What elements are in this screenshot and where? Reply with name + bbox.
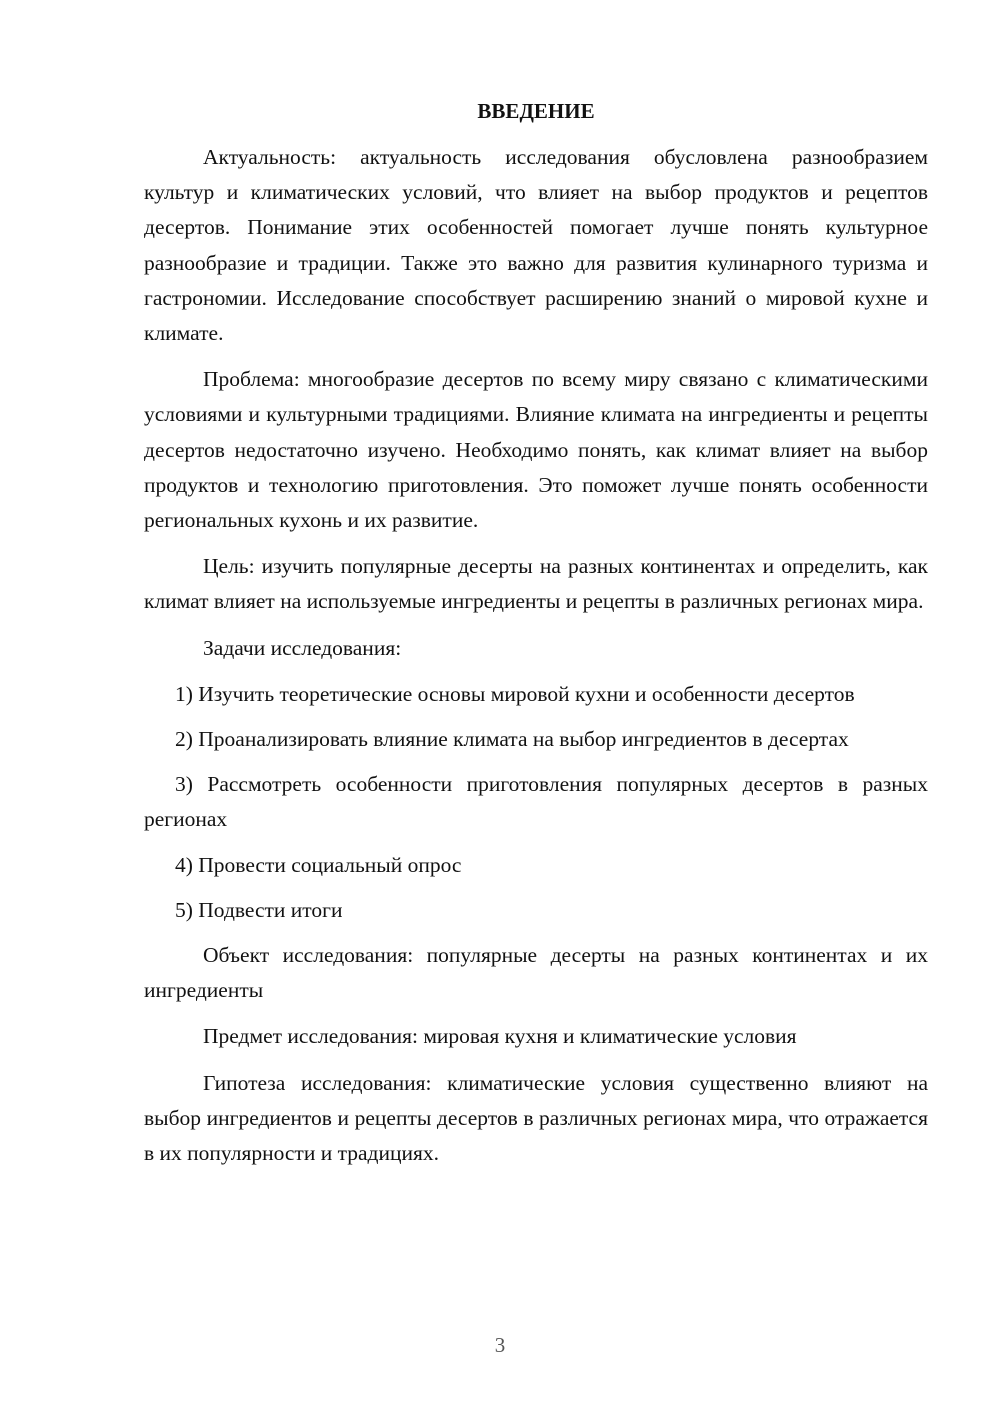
paragraph-hypothesis: Гипотеза исследования: климатические условия существенно влияют на выбор ингредиентов и рецепты десертов в различных регионах мира, что отражается в их популярности и традициях. — [144, 1070, 928, 1166]
task-item-2: 2) Проанализировать влияние климата на выбор ингредиентов в десертах — [175, 727, 849, 752]
task-item-1: 1) Изучить теоретические основы мировой кухни и особенности десертов — [175, 681, 855, 706]
paragraph-goal: Цель: изучить популярные десерты на разных континентах и определить, как климат влияет на используемые ингредиенты и рецепты в различных регионах мира. — [144, 554, 928, 614]
section-title: ВВЕДЕНИЕ — [477, 99, 595, 123]
task-item-5: 5) Подвести итоги — [175, 897, 343, 922]
paragraph-problem: Проблема: многообразие десертов по всему миру связано с климатическими условиями и культурными традициями. Влияние климата на ингредиенты и рецепты десертов недостаточно изучено. Необходимо понять, как климат влияет на выбор продуктов и технологию приготовления. Это поможет лучше понять особенности региональных кухонь и их развитие. — [144, 367, 928, 533]
document-body — [144, 96, 928, 1182]
paragraph-subject: Предмет исследования: мировая кухня и климатические условия — [203, 1024, 797, 1049]
task-item-3: 3) Рассмотреть особенности приготовления популярных десертов в разных регионах — [144, 772, 928, 832]
paragraph-relevance: Актуальность: актуальность исследования обусловлена разнообразием культур и климатических условий, что влияет на выбор продуктов и рецептов десертов. Понимание этих особенностей помогает лучше понять культурное разнообразие и традиции. Также это важно для развития кулинарного туризма и гастрономии. Исследование способствует расширению знаний о мировой кухне и климате. — [144, 145, 928, 346]
tasks-heading: Задачи исследования: — [203, 635, 402, 660]
page-number: 3 — [494, 1333, 506, 1357]
paragraph-object: Объект исследования: популярные десерты на разных континентах и их ингредиенты — [144, 943, 928, 1003]
task-item-4: 4) Провести социальный опрос — [175, 852, 462, 877]
